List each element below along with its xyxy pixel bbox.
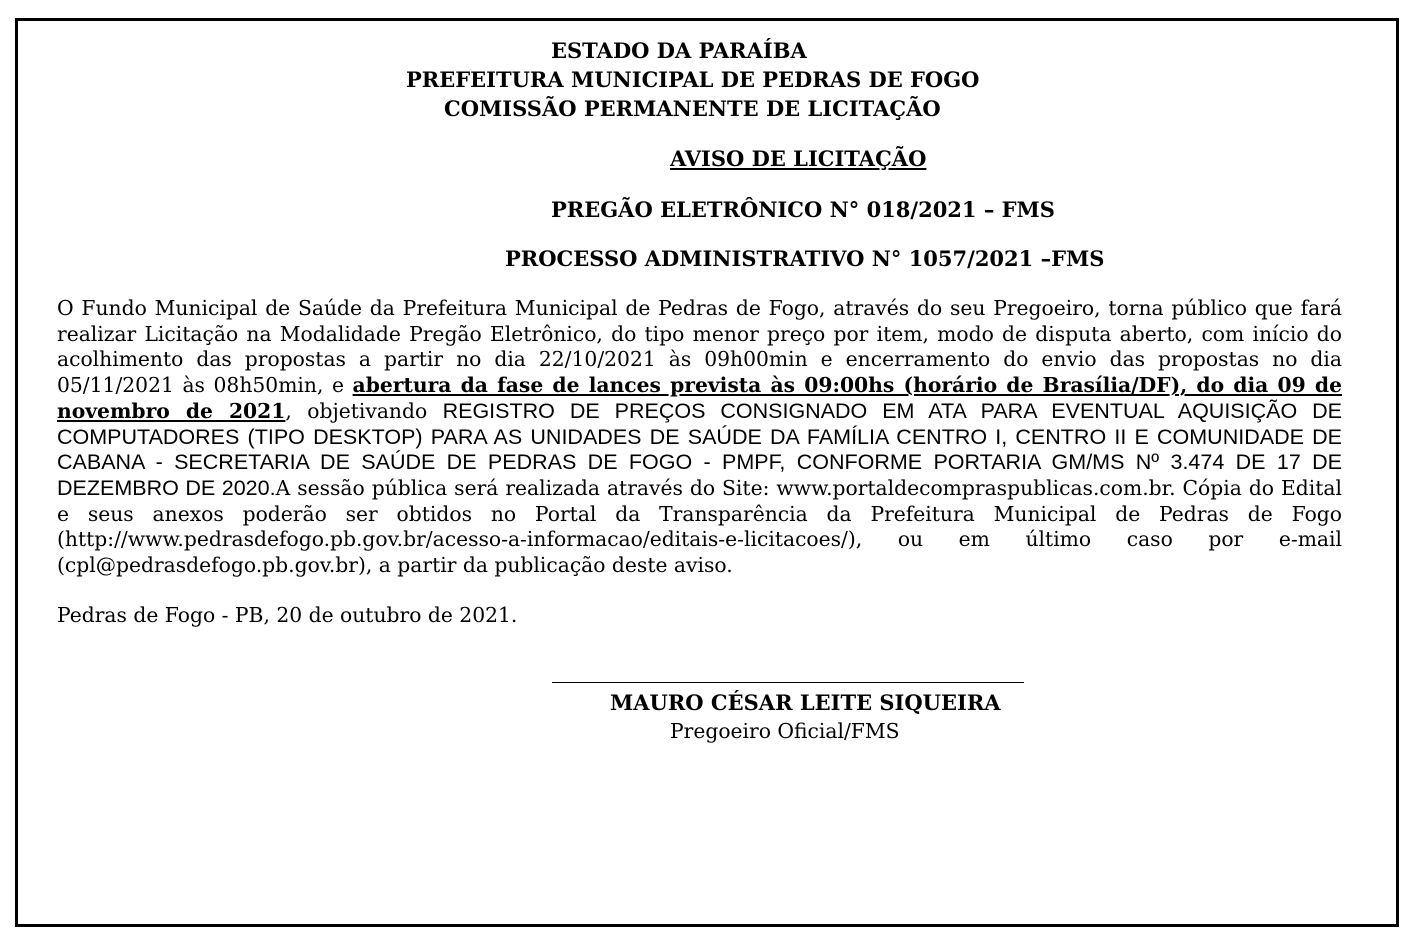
signatory-name: MAURO CÉSAR LEITE SIQUEIRA — [610, 690, 1001, 715]
notice-title: AVISO DE LICITAÇÃO — [670, 146, 927, 171]
processo-number: PROCESSO ADMINISTRATIVO N° 1057/2021 –FMS — [505, 246, 1105, 271]
place-date: Pedras de Fogo - PB, 20 de outubro de 2021. — [57, 603, 518, 627]
header-commission: COMISSÃO PERMANENTE DE LICITAÇÃO — [444, 96, 941, 121]
header-state: ESTADO DA PARAÍBA — [551, 38, 807, 63]
pregao-number: PREGÃO ELETRÔNICO N° 018/2021 – FMS — [551, 197, 1055, 222]
header-prefecture: PREFEITURA MUNICIPAL DE PEDRAS DE FOGO — [406, 67, 980, 92]
signature-line — [552, 682, 1024, 683]
body-intro: O Fundo Municipal de Saúde da Prefeitura Municipal de Pedras de Fogo, através do seu Pregoeiro, torna público que fará realizar Licitação na Modalidade Pregão Eletrônico, do tipo menor preço por item, modo de disputa aberto, com início do acolhimento das propostas a partir no dia 22/10/2021 às 09h00min e encerramento do envio das propostas no dia 05/11/2021 às 08h50min, e — [57, 296, 1342, 398]
body-object: REGISTRO DE PREÇOS CONSIGNADO EM ATA PARA EVENTUAL AQUISIÇÃO DE COMPUTADORES (TIPO DESKTOP) PARA AS UNIDADES DE SAÚDE DA FAMÍLIA CENTRO I, CENTRO II E COMUNIDADE DE CABANA - SECRETARIA DE SAÚDE DE PEDRAS DE FOGO - PMPF, CONFORME PORTARIA GM/MS Nº 3.474 DE 17 DE DEZEMBRO DE 2020. — [57, 398, 1343, 500]
notice-body — [57, 296, 1342, 579]
signatory-role: Pregoeiro Oficial/FMS — [670, 719, 900, 743]
body-connector: , objetivando — [285, 398, 443, 423]
body-emphasis: abertura da fase de lances prevista às 09:00hs (horário de Brasília/DF), do dia 09 de novembro de 2021 — [57, 373, 1342, 423]
body-details: A sessão pública será realizada através do Site: www.portaldecompraspublicas.com.br. Cópia do Edital e seus anexos poderão ser obtidos no Portal da Transparência da Prefeitura Municipal de Pedras de Fogo (http://www.pedrasdefogo.pb.gov.br/acesso-a-informacao/editais-e-licitacoes/), ou em último caso por e-mail (cpl@pedrasdefogo.pb.gov.br), a partir da publicação deste aviso. — [57, 475, 1343, 578]
